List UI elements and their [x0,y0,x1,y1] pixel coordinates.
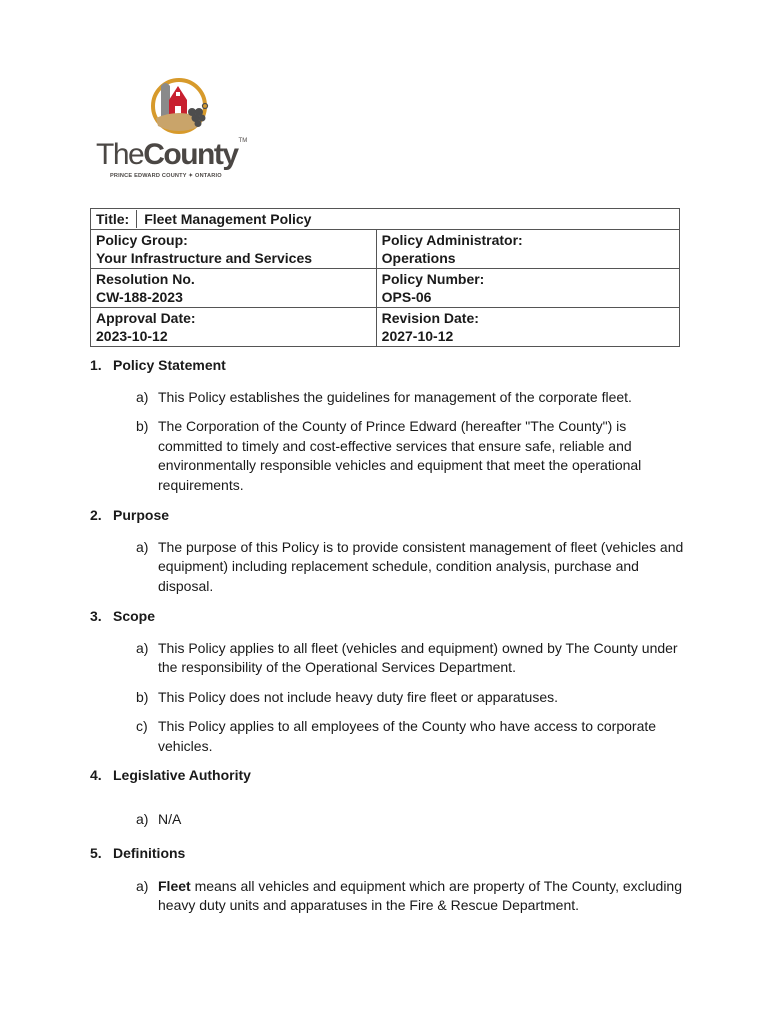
policy-body [90,356,690,916]
section-title: Purpose [113,507,170,523]
section-title: Scope [113,608,156,624]
logo-wordmark-county: County [143,138,238,171]
revision-date-value: 2027-10-12 [381,328,454,344]
policy-group-cell [91,230,377,269]
policy-group-value: Your Infrastructure and Services [96,250,313,266]
item-letter: b) [136,688,149,705]
section-heading [90,766,690,786]
item-letter: c) [136,718,148,734]
approval-date-cell [91,308,377,347]
policy-admin-cell [376,230,679,269]
resolution-label: Resolution No. [96,271,195,287]
list-item [90,639,690,678]
policy-title-label: Title: [96,210,137,228]
list-item [90,538,690,597]
policy-admin-label: Policy Administrator: [381,232,523,248]
policy-admin-value: Operations [381,250,456,266]
policy-title-row [91,209,680,230]
item-letter: a) [136,639,149,656]
item-letter: a) [136,538,149,555]
logo-wordmark [96,138,247,172]
logo-tagline: PRINCE EDWARD COUNTY ✦ ONTARIO [110,173,222,179]
section-heading [90,506,690,526]
list-item [90,810,690,830]
item-text: This Policy establishes the guidelines for management of the corporate fleet. [158,388,632,405]
section-number: 3. [90,608,102,624]
section-number: 4. [90,767,102,783]
section-number: 5. [90,845,102,861]
section-heading [90,356,690,376]
section-title: Legislative Authority [113,767,251,783]
item-letter: a) [136,877,149,894]
item-text: This Policy does not include heavy duty fire fleet or apparatuses. [158,688,558,705]
item-text: means all vehicles and equipment which are property of The County, excluding heavy duty units and apparatuses in the Fire & Rescue Department. [158,877,682,913]
section-heading [90,844,690,864]
item-letter: b) [136,418,149,434]
item-text: This Policy applies to all fleet (vehicles and equipment) owned by The County under the responsibility of the Operational Services Department. [158,639,678,675]
policy-info-row [91,230,680,269]
logo-wordmark-the: The [96,138,144,171]
list-item [90,417,690,495]
policy-title-value: Fleet Management Policy [144,211,312,227]
item-letter: a) [136,388,149,405]
section-title: Policy Statement [113,357,226,373]
policy-number-label: Policy Number: [381,271,485,287]
logo-trademark: TM [238,138,248,144]
section-number: 1. [90,357,102,373]
resolution-value: CW-188-2023 [96,289,183,305]
approval-date-value: 2023-10-12 [96,328,168,344]
item-text: The purpose of this Policy is to provide consistent management of fleet (vehicles and equipment) including replacement schedule, condition analysis, purchase and disposal. [158,538,684,594]
list-item [90,688,690,708]
revision-date-cell [376,308,679,347]
revision-date-label: Revision Date: [381,310,479,326]
list-item [90,717,690,756]
item-text: The Corporation of the County of Prince Edward (hereafter "The County") is committed to timely and cost-effective services that ensure safe, reliable and environmentally responsible vehicles and equipment that meet the operational requirements. [158,418,642,493]
item-text: This Policy applies to all employees of the County who have access to corporate vehicles. [158,718,657,754]
section-number: 2. [90,507,102,523]
section-title: Definitions [113,845,186,861]
policy-number-cell [376,269,679,308]
policy-group-label: Policy Group: [96,232,188,248]
policy-number-value: OPS-06 [381,289,432,305]
item-letter: a) [136,810,149,827]
item-text: N/A [158,810,182,827]
resolution-cell [91,269,377,308]
policy-info-row [91,308,680,347]
barn-emblem-icon [150,76,212,138]
policy-info-row [91,269,680,308]
policy-title-cell [91,209,680,230]
county-logo [96,76,266,184]
list-item [90,388,690,408]
policy-info-table [90,208,680,347]
list-item [90,877,690,916]
approval-date-label: Approval Date: [96,310,196,326]
section-heading [90,607,690,627]
definition-term: Fleet [158,877,191,894]
